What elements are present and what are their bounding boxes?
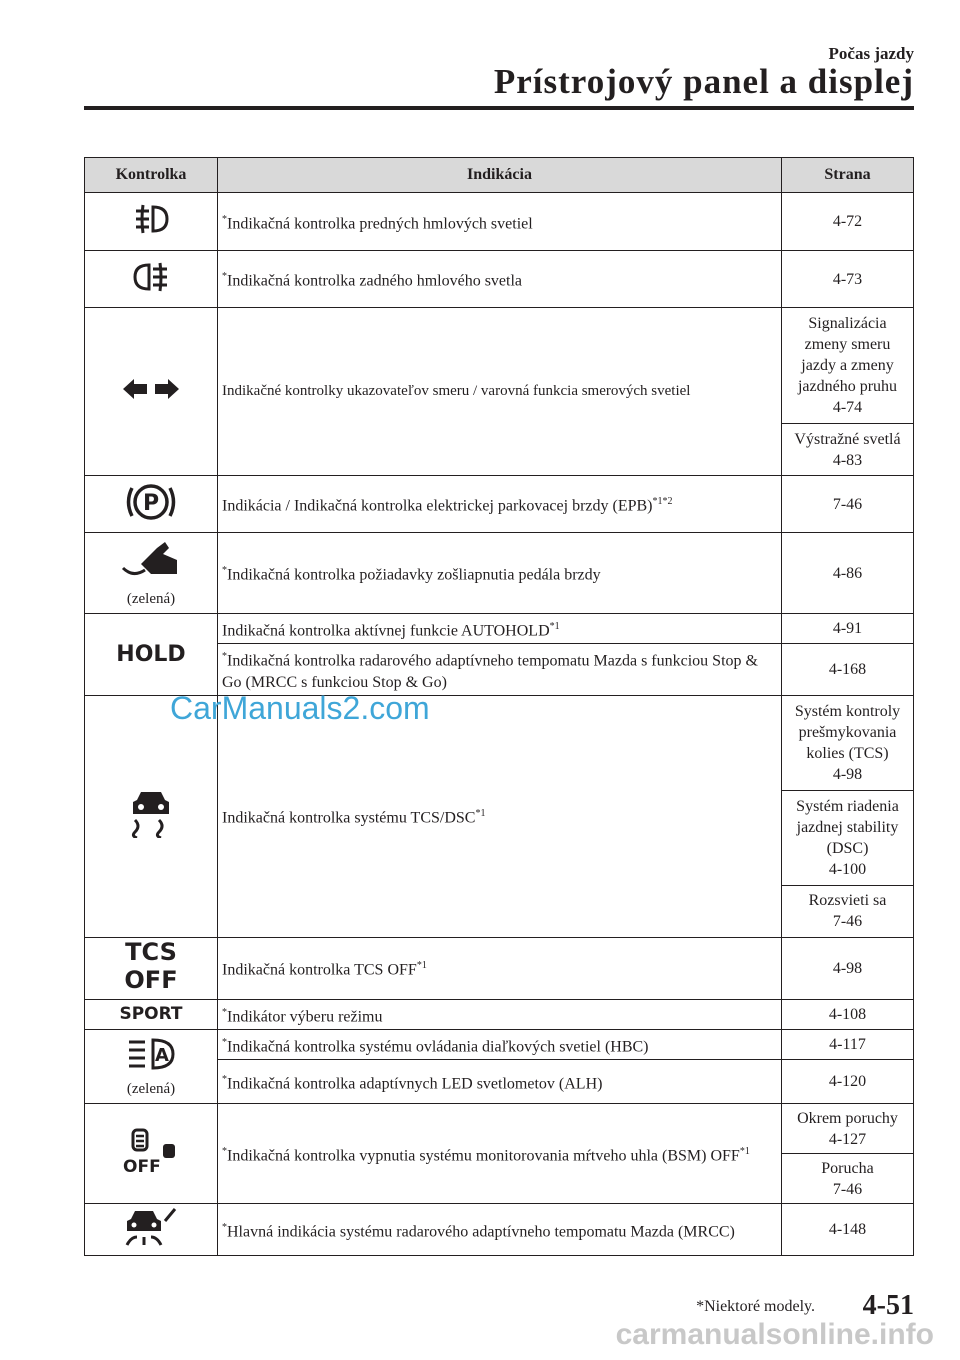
parking-brake-p-icon	[85, 476, 218, 533]
page-ref: 4-72	[782, 193, 914, 251]
page-ref: 7-46	[832, 913, 863, 931]
hold-icon: HOLD	[85, 614, 218, 696]
page-ref: 4-127	[828, 1130, 867, 1148]
page-ref: 4-100	[828, 860, 867, 878]
table-row: A (zelená) *Indikačná kontrolka systému ovládania diaľkových svetiel (HBC) 4-117	[85, 1029, 914, 1059]
high-beam-auto-icon	[127, 1036, 175, 1072]
bsm-off-icon	[85, 1104, 218, 1204]
turn-signal-arrows-icon	[85, 308, 218, 476]
page-ref: 4-74	[832, 399, 863, 416]
svg-text:P: P	[142, 490, 160, 516]
table-row: P Indikácia / Indikačná kontrolka elektrickej parkovacej brzdy (EPB)$^{*1*2}$ 7-46	[85, 476, 914, 533]
table-row: *Indikačná kontrolka radarového adaptívneho tempomatu Mazda s funkciou Stop & Go (MRCC s funkciou Stop & Go) 4-168	[85, 644, 914, 695]
indication-text: Indikačná kontrolka vypnutia systému monitorovania mŕtveho uhla (BSM) OFF	[227, 1147, 740, 1165]
page-ref-label: Okrem poruchy	[797, 1109, 898, 1127]
page-ref: 4-83	[832, 451, 863, 469]
table-row: Indikačná kontrolka systému TCS/DSC$^{*1}$ Systém kontroly prešmykovania kolies (TCS) 4-98	[85, 695, 914, 790]
table-row: SPORT *Indikátor výberu režimu 4-108	[85, 999, 914, 1029]
indication-text: Indikačné kontrolky ukazovateľov smeru / varovná funkcia smerových svetiel	[222, 383, 691, 399]
brake-pedal-foot-icon	[119, 538, 183, 582]
tcs-off-icon: TCS OFF	[85, 937, 218, 999]
col-header-strana: Strana	[782, 158, 914, 193]
page-ref: 4-98	[782, 937, 914, 999]
page-ref: 4-120	[782, 1060, 914, 1104]
indication-text: Indikátor výberu režimu	[227, 1007, 383, 1025]
page-ref: 4-86	[782, 533, 914, 614]
page-ref-label: Signalizácia zmeny smeru jazdy a zmeny jazdného pruhu	[797, 315, 898, 395]
indication-text: Indikačná kontrolka radarového adaptívneho tempomatu Mazda s funkciou Stop & Go (MRCC s funkciou Stop & Go)	[222, 652, 758, 691]
svg-text:OFF: OFF	[123, 1157, 161, 1175]
front-fog-light-icon	[85, 193, 218, 251]
mrcc-car-radar-icon	[85, 1204, 218, 1256]
page-title: Prístrojový panel a displej	[493, 62, 914, 101]
page-number: 4-51	[862, 1290, 914, 1321]
sport-mode-icon: SPORT	[85, 999, 218, 1029]
page-ref-label: Porucha	[821, 1159, 874, 1177]
page-ref-label: Systém kontroly prešmykovania kolies (TCS)	[794, 702, 901, 762]
table-row: *Indikačná kontrolka adaptívnych LED svetlometov (ALH) 4-120	[85, 1060, 914, 1104]
indication-text: Indikačná kontrolka systému ovládania diaľkových svetiel (HBC)	[227, 1038, 649, 1056]
page-ref-label: Systém riadenia jazdnej stability (DSC)	[796, 797, 899, 857]
footnote: *Niektoré modely.	[696, 1298, 815, 1315]
table-row: *Indikačná kontrolka zadného hmlového svetla 4-73	[85, 251, 914, 308]
indication-text: Indikačná kontrolka predných hmlových svetiel	[227, 215, 533, 233]
page-ref-label: Výstražné svetlá	[794, 430, 901, 448]
table-row: HOLD Indikačná kontrolka aktívnej funkcie AUTOHOLD$^{*1}$ 4-91	[85, 614, 914, 644]
indication-text: Indikačná kontrolka zadného hmlového svetla	[227, 272, 523, 290]
page-ref: 4-117	[782, 1029, 914, 1059]
page-ref: 4-148	[782, 1204, 914, 1256]
indication-text: Indikačná kontrolka TCS OFF	[222, 961, 417, 979]
table-row: (zelená) *Indikačná kontrolka požiadavky zošliapnutia pedála brzdy 4-86	[85, 533, 914, 614]
indication-text: Indikácia / Indikačná kontrolka elektrickej parkovacej brzdy (EPB)	[222, 497, 653, 515]
rear-fog-light-icon	[85, 251, 218, 308]
indication-text: Indikačná kontrolka adaptívnych LED svetlometov (ALH)	[227, 1075, 603, 1093]
col-header-indikacia: Indikácia	[218, 158, 782, 193]
color-note: (zelená)	[126, 591, 176, 607]
indication-text: Hlavná indikácia systému radarového adaptívneho tempomatu Mazda (MRCC)	[227, 1223, 735, 1241]
indication-text: Indikačná kontrolka požiadavky zošliapnutia pedála brzdy	[227, 566, 601, 584]
indication-text: Indikačná kontrolka systému TCS/DSC	[222, 809, 476, 827]
table-row: *Indikačná kontrolka predných hmlových svetiel 4-72	[85, 193, 914, 251]
footer-watermark: carmanualsonline.info	[615, 1318, 934, 1351]
indication-text: Indikačná kontrolka aktívnej funkcie AUTOHOLD	[222, 622, 550, 640]
table-row: OFF *Indikačná kontrolka vypnutia systému monitorovania mŕtveho uhla (BSM) OFF$^{*1}$ Okrem poruchy 4-127	[85, 1104, 914, 1154]
table-row: TCS OFF Indikačná kontrolka TCS OFF$^{*1}$ 4-98	[85, 937, 914, 999]
watermark: CarManuals2.com	[170, 690, 430, 726]
page-ref: 7-46	[782, 476, 914, 533]
page-ref: 4-91	[782, 614, 914, 644]
col-header-kontrolka: Kontrolka	[85, 158, 218, 193]
tcs-dsc-car-skid-icon	[85, 695, 218, 937]
color-note: (zelená)	[126, 1080, 176, 1097]
page-ref: 7-46	[832, 1180, 863, 1198]
page-ref: 4-108	[782, 999, 914, 1029]
table-row: *Hlavná indikácia systému radarového adaptívneho tempomatu Mazda (MRCC) 4-148	[85, 1204, 914, 1256]
page-ref: 4-73	[782, 251, 914, 308]
page-ref: 4-98	[832, 765, 863, 783]
table-header-row	[85, 158, 914, 193]
table-row	[85, 308, 914, 424]
svg-text:A: A	[155, 1044, 169, 1066]
page-ref: 4-168	[782, 644, 914, 695]
page-ref-label: Rozsvieti sa	[808, 892, 887, 910]
header-divider	[84, 106, 914, 110]
section-label: Počas jazdy	[828, 44, 914, 63]
